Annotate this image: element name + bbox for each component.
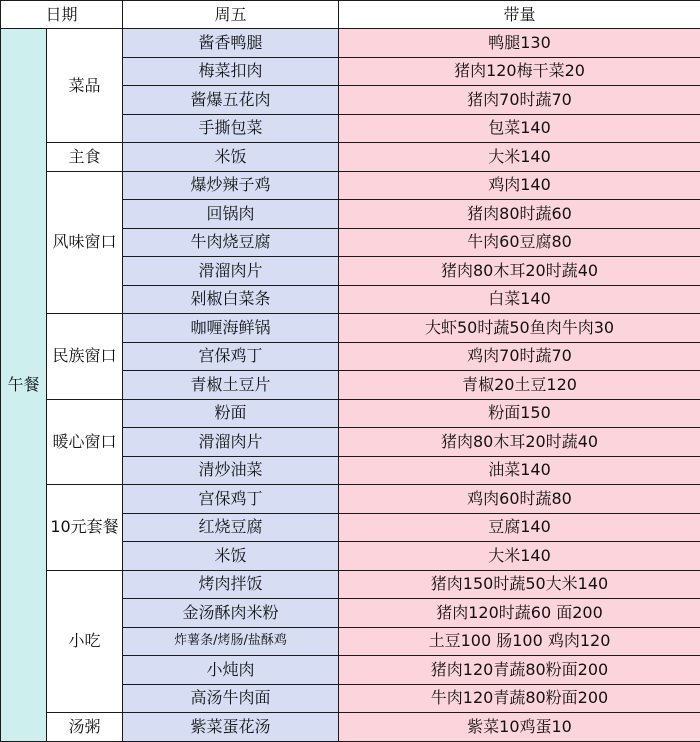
- category-cell: 主食: [47, 143, 123, 172]
- category-cell: 菜品: [47, 29, 123, 143]
- dish-cell: 手撕包菜: [123, 114, 339, 143]
- dish-cell: 剁椒白菜条: [123, 285, 339, 314]
- dish-cell: 宫保鸡丁: [123, 485, 339, 514]
- meal-cell: 午餐: [1, 29, 47, 742]
- amount-cell: 猪肉120时蔬60 面200: [339, 599, 700, 628]
- table-row: [1, 143, 700, 172]
- amount-cell: 鸡肉70时蔬70: [339, 342, 700, 371]
- amount-cell: 猪肉80时蔬60: [339, 200, 700, 229]
- amount-cell: 青椒20土豆120: [339, 371, 700, 400]
- amount-cell: 猪肉150时蔬50大米140: [339, 570, 700, 599]
- category-cell: 暖心窗口: [47, 399, 123, 485]
- dish-cell: 梅菜扣肉: [123, 57, 339, 86]
- dish-cell: 小炖肉: [123, 656, 339, 685]
- amount-cell: 大米140: [339, 542, 700, 571]
- header-day: 周五: [123, 1, 339, 29]
- dish-cell: 红烧豆腐: [123, 513, 339, 542]
- table-row: [1, 713, 700, 742]
- dish-cell: 青椒土豆片: [123, 371, 339, 400]
- header-amount: 带量: [339, 1, 700, 29]
- category-cell: 风味窗口: [47, 171, 123, 314]
- dish-cell: 爆炒辣子鸡: [123, 171, 339, 200]
- dish-cell: 酱香鸭腿: [123, 29, 339, 58]
- amount-cell: 猪肉120青蔬80粉面200: [339, 656, 700, 685]
- amount-cell: 白菜140: [339, 285, 700, 314]
- dish-cell: 粉面: [123, 399, 339, 428]
- dish-cell: 米饭: [123, 143, 339, 172]
- table-row: [1, 399, 700, 428]
- header-row: [1, 1, 700, 29]
- amount-cell: 猪肉120梅干菜20: [339, 57, 700, 86]
- dish-cell: 烤肉拌饭: [123, 570, 339, 599]
- dish-cell: 紫菜蛋花汤: [123, 713, 339, 742]
- amount-cell: 猪肉70时蔬70: [339, 86, 700, 115]
- amount-cell: 豆腐140: [339, 513, 700, 542]
- amount-cell: 鸡肉140: [339, 171, 700, 200]
- amount-cell: 牛肉60豆腐80: [339, 228, 700, 257]
- table-row: [1, 485, 700, 514]
- category-cell: 民族窗口: [47, 314, 123, 400]
- dish-cell: 清炒油菜: [123, 456, 339, 485]
- dish-cell: 咖喱海鲜锅: [123, 314, 339, 343]
- dish-cell: 金汤酥肉米粉: [123, 599, 339, 628]
- dish-cell: 炸薯条/烤肠/盐酥鸡: [123, 627, 339, 656]
- amount-cell: 鸡肉60时蔬80: [339, 485, 700, 514]
- amount-cell: 粉面150: [339, 399, 700, 428]
- table-row: [1, 29, 700, 58]
- amount-cell: 鸭腿130: [339, 29, 700, 58]
- dish-cell: 米饭: [123, 542, 339, 571]
- category-cell: 小吃: [47, 570, 123, 713]
- table-row: [1, 171, 700, 200]
- amount-cell: 油菜140: [339, 456, 700, 485]
- category-cell: 10元套餐: [47, 485, 123, 571]
- amount-cell: 大米140: [339, 143, 700, 172]
- amount-cell: 猪肉80木耳20时蔬40: [339, 428, 700, 457]
- table-row: [1, 314, 700, 343]
- amount-cell: 牛肉120青蔬80粉面200: [339, 684, 700, 713]
- header-date: 日期: [1, 1, 123, 29]
- menu-body: [1, 29, 700, 742]
- dish-cell: 滑溜肉片: [123, 428, 339, 457]
- dish-cell: 滑溜肉片: [123, 257, 339, 286]
- dish-cell: 宫保鸡丁: [123, 342, 339, 371]
- dish-cell: 高汤牛肉面: [123, 684, 339, 713]
- dish-cell: 回锅肉: [123, 200, 339, 229]
- amount-cell: 猪肉80木耳20时蔬40: [339, 257, 700, 286]
- dish-cell: 酱爆五花肉: [123, 86, 339, 115]
- table-row: [1, 570, 700, 599]
- category-cell: 汤粥: [47, 713, 123, 742]
- amount-cell: 包菜140: [339, 114, 700, 143]
- amount-cell: 大虾50时蔬50鱼肉牛肉30: [339, 314, 700, 343]
- amount-cell: 土豆100 肠100 鸡肉120: [339, 627, 700, 656]
- dish-cell: 牛肉烧豆腐: [123, 228, 339, 257]
- amount-cell: 紫菜10鸡蛋10: [339, 713, 700, 742]
